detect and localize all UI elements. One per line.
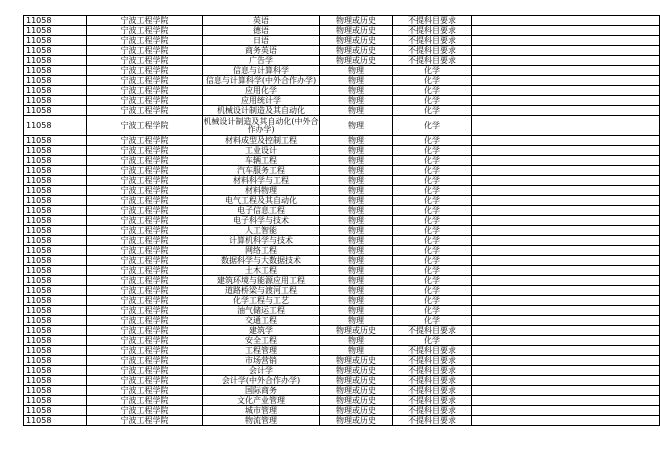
first-subject-cell: 物理 xyxy=(320,76,393,86)
school-code-cell: 11058 xyxy=(24,286,87,296)
first-subject-cell: 物理或历史 xyxy=(320,396,393,406)
major-name-cell: 土木工程 xyxy=(203,266,320,276)
subject-requirement-cell: 化学 xyxy=(393,286,472,296)
subject-requirement-cell: 化学 xyxy=(393,106,472,116)
school-name-cell: 宁波工程学院 xyxy=(87,336,203,346)
school-name-cell: 宁波工程学院 xyxy=(87,236,203,246)
empty-cell xyxy=(472,36,660,46)
empty-cell xyxy=(472,146,660,156)
first-subject-cell: 物理或历史 xyxy=(320,16,393,26)
table-row xyxy=(24,16,660,26)
school-name-cell: 宁波工程学院 xyxy=(87,66,203,76)
school-code-cell: 11058 xyxy=(24,386,87,396)
first-subject-cell: 物理 xyxy=(320,66,393,76)
subject-requirement-cell: 化学 xyxy=(393,156,472,166)
first-subject-cell: 物理或历史 xyxy=(320,56,393,66)
table-row xyxy=(24,186,660,196)
school-name-cell: 宁波工程学院 xyxy=(87,396,203,406)
empty-cell xyxy=(472,166,660,176)
major-name-cell: 工业设计 xyxy=(203,146,320,156)
subject-requirement-cell: 化学 xyxy=(393,146,472,156)
empty-cell xyxy=(472,376,660,386)
subject-requirement-cell: 不提科目要求 xyxy=(393,366,472,376)
empty-cell xyxy=(472,226,660,236)
empty-cell xyxy=(472,276,660,286)
school-name-cell: 宁波工程学院 xyxy=(87,246,203,256)
first-subject-cell: 物理 xyxy=(320,296,393,306)
empty-cell xyxy=(472,46,660,56)
school-code-cell: 11058 xyxy=(24,366,87,376)
first-subject-cell: 物理 xyxy=(320,166,393,176)
school-name-cell: 宁波工程学院 xyxy=(87,176,203,186)
empty-cell xyxy=(472,206,660,216)
major-name-cell: 道路桥梁与渡河工程 xyxy=(203,286,320,296)
school-code-cell: 11058 xyxy=(24,206,87,216)
major-name-cell: 机械设计制造及其自动化 xyxy=(203,106,320,116)
school-name-cell: 宁波工程学院 xyxy=(87,276,203,286)
table-row xyxy=(24,166,660,176)
subject-requirement-cell: 不提科目要求 xyxy=(393,386,472,396)
first-subject-cell: 物理 xyxy=(320,206,393,216)
school-code-cell: 11058 xyxy=(24,166,87,176)
subject-requirement-cell: 化学 xyxy=(393,276,472,286)
first-subject-cell: 物理或历史 xyxy=(320,356,393,366)
empty-cell xyxy=(472,286,660,296)
first-subject-cell: 物理 xyxy=(320,236,393,246)
major-name-cell: 会计学(中外合作办学) xyxy=(203,376,320,386)
empty-cell xyxy=(472,96,660,106)
table-row xyxy=(24,286,660,296)
subject-requirement-cell: 不提科目要求 xyxy=(393,396,472,406)
empty-cell xyxy=(472,416,660,426)
major-name-cell: 网络工程 xyxy=(203,246,320,256)
first-subject-cell: 物理 xyxy=(320,316,393,326)
school-name-cell: 宁波工程学院 xyxy=(87,96,203,106)
empty-cell xyxy=(472,196,660,206)
school-name-cell: 宁波工程学院 xyxy=(87,406,203,416)
subject-requirement-cell: 化学 xyxy=(393,266,472,276)
school-code-cell: 11058 xyxy=(24,336,87,346)
major-name-cell: 材料成型及控制工程 xyxy=(203,136,320,146)
empty-cell xyxy=(472,86,660,96)
empty-cell xyxy=(472,156,660,166)
subject-requirement-cell: 不提科目要求 xyxy=(393,416,472,426)
school-name-cell: 宁波工程学院 xyxy=(87,346,203,356)
subject-requirement-cell: 化学 xyxy=(393,66,472,76)
table-row xyxy=(24,266,660,276)
school-name-cell: 宁波工程学院 xyxy=(87,26,203,36)
table-row xyxy=(24,326,660,336)
subject-requirement-cell: 化学 xyxy=(393,186,472,196)
major-name-cell: 市场营销 xyxy=(203,356,320,366)
table-row xyxy=(24,386,660,396)
empty-cell xyxy=(472,356,660,366)
subject-requirement-cell: 不提科目要求 xyxy=(393,356,472,366)
subject-requirement-cell: 化学 xyxy=(393,296,472,306)
empty-cell xyxy=(472,266,660,276)
empty-cell xyxy=(472,306,660,316)
table-row xyxy=(24,196,660,206)
major-name-cell: 文化产业管理 xyxy=(203,396,320,406)
first-subject-cell: 物理 xyxy=(320,86,393,96)
school-name-cell: 宁波工程学院 xyxy=(87,206,203,216)
major-name-cell: 信息与计算科学 xyxy=(203,66,320,76)
empty-cell xyxy=(472,116,660,136)
subject-requirement-cell: 不提科目要求 xyxy=(393,56,472,66)
first-subject-cell: 物理或历史 xyxy=(320,26,393,36)
table-row xyxy=(24,216,660,226)
first-subject-cell: 物理 xyxy=(320,346,393,356)
empty-cell xyxy=(472,216,660,226)
first-subject-cell: 物理 xyxy=(320,266,393,276)
subject-requirement-cell: 化学 xyxy=(393,166,472,176)
school-name-cell: 宁波工程学院 xyxy=(87,146,203,156)
school-name-cell: 宁波工程学院 xyxy=(87,306,203,316)
school-name-cell: 宁波工程学院 xyxy=(87,76,203,86)
empty-cell xyxy=(472,16,660,26)
table-row xyxy=(24,36,660,46)
major-name-cell: 人工智能 xyxy=(203,226,320,236)
first-subject-cell: 物理或历史 xyxy=(320,36,393,46)
subject-requirement-cell: 化学 xyxy=(393,86,472,96)
school-code-cell: 11058 xyxy=(24,246,87,256)
table-row xyxy=(24,276,660,286)
empty-cell xyxy=(472,66,660,76)
subject-requirement-cell: 化学 xyxy=(393,336,472,346)
table-row xyxy=(24,46,660,56)
empty-cell xyxy=(472,186,660,196)
school-code-cell: 11058 xyxy=(24,316,87,326)
table-row xyxy=(24,106,660,116)
school-code-cell: 11058 xyxy=(24,96,87,106)
school-name-cell: 宁波工程学院 xyxy=(87,166,203,176)
subject-requirement-cell: 化学 xyxy=(393,136,472,146)
major-name-cell: 商务英语 xyxy=(203,46,320,56)
major-name-cell: 电子信息工程 xyxy=(203,206,320,216)
major-name-cell: 油气储运工程 xyxy=(203,306,320,316)
school-code-cell: 11058 xyxy=(24,236,87,246)
first-subject-cell: 物理 xyxy=(320,116,393,136)
empty-cell xyxy=(472,256,660,266)
subject-requirement-cell: 化学 xyxy=(393,236,472,246)
first-subject-cell: 物理 xyxy=(320,276,393,286)
first-subject-cell: 物理 xyxy=(320,306,393,316)
table-row xyxy=(24,96,660,106)
subject-requirement-cell: 不提科目要求 xyxy=(393,46,472,56)
table-row xyxy=(24,86,660,96)
subject-requirement-cell: 不提科目要求 xyxy=(393,406,472,416)
school-code-cell: 11058 xyxy=(24,376,87,386)
table-row xyxy=(24,116,660,136)
school-name-cell: 宁波工程学院 xyxy=(87,56,203,66)
school-code-cell: 11058 xyxy=(24,116,87,136)
table-row xyxy=(24,416,660,426)
school-code-cell: 11058 xyxy=(24,156,87,166)
school-code-cell: 11058 xyxy=(24,186,87,196)
table-row xyxy=(24,306,660,316)
first-subject-cell: 物理或历史 xyxy=(320,366,393,376)
school-name-cell: 宁波工程学院 xyxy=(87,46,203,56)
school-name-cell: 宁波工程学院 xyxy=(87,106,203,116)
empty-cell xyxy=(472,346,660,356)
school-code-cell: 11058 xyxy=(24,296,87,306)
first-subject-cell: 物理 xyxy=(320,136,393,146)
school-code-cell: 11058 xyxy=(24,146,87,156)
school-code-cell: 11058 xyxy=(24,346,87,356)
school-name-cell: 宁波工程学院 xyxy=(87,86,203,96)
school-name-cell: 宁波工程学院 xyxy=(87,196,203,206)
first-subject-cell: 物理 xyxy=(320,176,393,186)
school-name-cell: 宁波工程学院 xyxy=(87,156,203,166)
subject-requirement-cell: 化学 xyxy=(393,206,472,216)
major-name-cell: 车辆工程 xyxy=(203,156,320,166)
school-name-cell: 宁波工程学院 xyxy=(87,376,203,386)
first-subject-cell: 物理或历史 xyxy=(320,416,393,426)
empty-cell xyxy=(472,176,660,186)
table-row xyxy=(24,136,660,146)
table-row xyxy=(24,336,660,346)
subject-requirement-cell: 化学 xyxy=(393,256,472,266)
major-name-cell: 电气工程及其自动化 xyxy=(203,196,320,206)
table-row xyxy=(24,346,660,356)
table-body xyxy=(24,16,660,426)
empty-cell xyxy=(472,336,660,346)
school-name-cell: 宁波工程学院 xyxy=(87,296,203,306)
subject-requirement-cell: 化学 xyxy=(393,246,472,256)
first-subject-cell: 物理 xyxy=(320,196,393,206)
empty-cell xyxy=(472,106,660,116)
school-code-cell: 11058 xyxy=(24,226,87,236)
school-code-cell: 11058 xyxy=(24,76,87,86)
school-code-cell: 11058 xyxy=(24,26,87,36)
subject-requirement-cell: 不提科目要求 xyxy=(393,26,472,36)
school-code-cell: 11058 xyxy=(24,56,87,66)
table-row xyxy=(24,26,660,36)
first-subject-cell: 物理 xyxy=(320,246,393,256)
table-row xyxy=(24,156,660,166)
school-name-cell: 宁波工程学院 xyxy=(87,316,203,326)
school-name-cell: 宁波工程学院 xyxy=(87,266,203,276)
first-subject-cell: 物理 xyxy=(320,226,393,236)
subject-requirement-cell: 化学 xyxy=(393,176,472,186)
school-name-cell: 宁波工程学院 xyxy=(87,356,203,366)
major-name-cell: 机械设计制造及其自动化(中外合作办学) xyxy=(203,116,319,134)
table-row xyxy=(24,76,660,86)
major-name-cell: 建筑环境与能源应用工程 xyxy=(203,276,320,286)
school-name-cell: 宁波工程学院 xyxy=(87,326,203,336)
first-subject-cell: 物理 xyxy=(320,156,393,166)
major-name-cell: 广告学 xyxy=(203,56,320,66)
subject-requirement-cell: 化学 xyxy=(393,216,472,226)
school-code-cell: 11058 xyxy=(24,256,87,266)
empty-cell xyxy=(472,26,660,36)
school-name-cell: 宁波工程学院 xyxy=(87,116,203,136)
table-row xyxy=(24,146,660,156)
school-code-cell: 11058 xyxy=(24,196,87,206)
school-code-cell: 11058 xyxy=(24,136,87,146)
empty-cell xyxy=(472,396,660,406)
major-name-cell: 电子科学与技术 xyxy=(203,216,320,226)
table-row xyxy=(24,256,660,266)
school-name-cell: 宁波工程学院 xyxy=(87,256,203,266)
major-name-cell: 城市管理 xyxy=(203,406,320,416)
school-code-cell: 11058 xyxy=(24,406,87,416)
subject-requirement-cell: 化学 xyxy=(393,196,472,206)
school-name-cell: 宁波工程学院 xyxy=(87,16,203,26)
school-name-cell: 宁波工程学院 xyxy=(87,286,203,296)
major-name-cell: 信息与计算科学(中外合作办学) xyxy=(203,76,320,86)
major-name-cell: 汽车服务工程 xyxy=(203,166,320,176)
school-code-cell: 11058 xyxy=(24,396,87,406)
subject-requirement-cell: 化学 xyxy=(393,96,472,106)
subject-requirement-cell: 化学 xyxy=(393,316,472,326)
major-name-cell: 计算机科学与技术 xyxy=(203,236,320,246)
school-code-cell: 11058 xyxy=(24,416,87,426)
school-code-cell: 11058 xyxy=(24,176,87,186)
major-name-cell: 安全工程 xyxy=(203,336,320,346)
subject-requirement-cell: 化学 xyxy=(393,76,472,86)
empty-cell xyxy=(472,236,660,246)
first-subject-cell: 物理或历史 xyxy=(320,46,393,56)
school-code-cell: 11058 xyxy=(24,216,87,226)
school-code-cell: 11058 xyxy=(24,326,87,336)
first-subject-cell: 物理或历史 xyxy=(320,376,393,386)
empty-cell xyxy=(472,406,660,416)
school-code-cell: 11058 xyxy=(24,356,87,366)
school-name-cell: 宁波工程学院 xyxy=(87,216,203,226)
major-name-cell: 材料科学与工程 xyxy=(203,176,320,186)
empty-cell xyxy=(472,246,660,256)
table-row xyxy=(24,56,660,66)
admission-requirements-table xyxy=(23,15,660,426)
first-subject-cell: 物理或历史 xyxy=(320,406,393,416)
table-row xyxy=(24,316,660,326)
major-name-cell: 物流管理 xyxy=(203,416,320,426)
subject-requirement-cell: 不提科目要求 xyxy=(393,326,472,336)
major-name-cell: 国际商务 xyxy=(203,386,320,396)
school-code-cell: 11058 xyxy=(24,106,87,116)
major-name-cell: 工程管理 xyxy=(203,346,320,356)
school-code-cell: 11058 xyxy=(24,36,87,46)
subject-requirement-cell: 不提科目要求 xyxy=(393,16,472,26)
school-name-cell: 宁波工程学院 xyxy=(87,386,203,396)
major-name-cell: 交通工程 xyxy=(203,316,320,326)
subject-requirement-cell: 化学 xyxy=(393,116,472,136)
first-subject-cell: 物理或历史 xyxy=(320,386,393,396)
table-row xyxy=(24,246,660,256)
major-name-cell: 英语 xyxy=(203,16,320,26)
major-name-cell: 建筑学 xyxy=(203,326,320,336)
table-row xyxy=(24,366,660,376)
table-row xyxy=(24,356,660,366)
empty-cell xyxy=(472,386,660,396)
subject-requirement-cell: 化学 xyxy=(393,306,472,316)
school-code-cell: 11058 xyxy=(24,266,87,276)
subject-requirement-cell: 化学 xyxy=(393,226,472,236)
school-name-cell: 宁波工程学院 xyxy=(87,226,203,236)
first-subject-cell: 物理 xyxy=(320,106,393,116)
table-row xyxy=(24,376,660,386)
empty-cell xyxy=(472,296,660,306)
school-name-cell: 宁波工程学院 xyxy=(87,186,203,196)
major-name-cell: 会计学 xyxy=(203,366,320,376)
subject-requirement-cell: 不提科目要求 xyxy=(393,36,472,46)
school-code-cell: 11058 xyxy=(24,46,87,56)
school-code-cell: 11058 xyxy=(24,306,87,316)
major-name-cell: 材料物理 xyxy=(203,186,320,196)
table-row xyxy=(24,396,660,406)
first-subject-cell: 物理 xyxy=(320,256,393,266)
empty-cell xyxy=(472,136,660,146)
first-subject-cell: 物理或历史 xyxy=(320,326,393,336)
empty-cell xyxy=(472,326,660,336)
major-name-cell: 日语 xyxy=(203,36,320,46)
table-row xyxy=(24,176,660,186)
empty-cell xyxy=(472,316,660,326)
major-name-cell: 化学工程与工艺 xyxy=(203,296,320,306)
school-name-cell: 宁波工程学院 xyxy=(87,36,203,46)
school-code-cell: 11058 xyxy=(24,66,87,76)
subject-requirement-cell: 不提科目要求 xyxy=(393,376,472,386)
school-name-cell: 宁波工程学院 xyxy=(87,366,203,376)
first-subject-cell: 物理 xyxy=(320,186,393,196)
subject-requirement-cell: 不提科目要求 xyxy=(393,346,472,356)
school-code-cell: 11058 xyxy=(24,276,87,286)
major-name-cell: 德语 xyxy=(203,26,320,36)
table-row xyxy=(24,236,660,246)
table-row xyxy=(24,296,660,306)
school-code-cell: 11058 xyxy=(24,86,87,96)
school-name-cell: 宁波工程学院 xyxy=(87,136,203,146)
major-name-cell: 数据科学与大数据技术 xyxy=(203,256,320,266)
empty-cell xyxy=(472,76,660,86)
first-subject-cell: 物理 xyxy=(320,96,393,106)
table-row xyxy=(24,206,660,216)
school-code-cell: 11058 xyxy=(24,16,87,26)
major-name-cell: 应用化学 xyxy=(203,86,320,96)
empty-cell xyxy=(472,56,660,66)
first-subject-cell: 物理 xyxy=(320,286,393,296)
table-row xyxy=(24,226,660,236)
first-subject-cell: 物理 xyxy=(320,336,393,346)
school-name-cell: 宁波工程学院 xyxy=(87,416,203,426)
table-row xyxy=(24,406,660,416)
first-subject-cell: 物理 xyxy=(320,216,393,226)
first-subject-cell: 物理 xyxy=(320,146,393,156)
empty-cell xyxy=(472,366,660,376)
table-row xyxy=(24,66,660,76)
major-name-cell: 应用统计学 xyxy=(203,96,320,106)
